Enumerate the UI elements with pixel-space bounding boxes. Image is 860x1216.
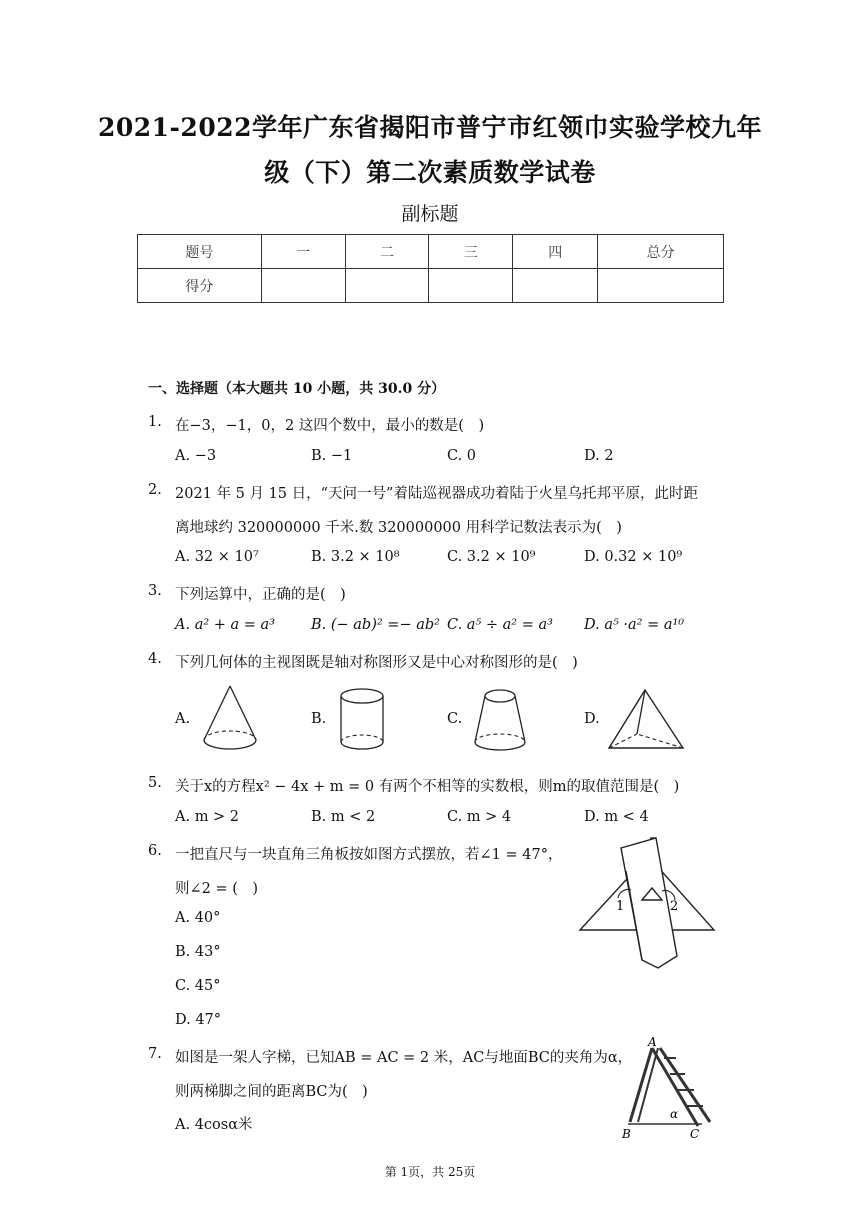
option-d: D. a⁵ ·a² = a¹⁰ bbox=[584, 617, 685, 633]
score-cell bbox=[513, 269, 598, 303]
option-c: C. a⁵ ÷ a² = a³ bbox=[447, 617, 553, 633]
score-header-cell: 四 bbox=[513, 235, 598, 269]
page-title-line1: 2021-2022学年广东省揭阳市普宁市红领巾实验学校九年 bbox=[97, 113, 763, 142]
question-text: 2021 年 5 月 15 日，“天问一号”着陆巡视器成功着陆于火星乌托邦平原，此时距 bbox=[175, 486, 698, 502]
option-c: C. 3.2 × 10⁹ bbox=[447, 549, 536, 565]
section-heading: 一、选择题（本大题共 10 小题，共 30.0 分） bbox=[148, 381, 446, 397]
score-cell bbox=[598, 269, 724, 303]
pyramid-figure bbox=[607, 688, 687, 756]
ruler-triangle-figure bbox=[578, 836, 718, 972]
score-row-label: 得分 bbox=[138, 269, 262, 303]
cone-figure bbox=[200, 684, 260, 754]
question-text: 在−3，−1，0，2 这四个数中，最小的数是( ) bbox=[175, 418, 485, 434]
question-number: 6. bbox=[148, 843, 162, 859]
point-c-label: C bbox=[690, 1127, 700, 1141]
score-header-cell: 题号 bbox=[138, 235, 262, 269]
page-subtitle: 副标题 bbox=[401, 203, 459, 225]
option-b: B. (− ab)² =− ab² bbox=[311, 617, 440, 633]
question-text: 关于x的方程x² − 4x + m = 0 有两个不相等的实数根，则m的取值范围是( ) bbox=[175, 779, 680, 795]
question-number: 4. bbox=[148, 651, 162, 667]
point-a-label: A bbox=[648, 1035, 657, 1049]
question-text: 下列运算中，正确的是( ) bbox=[175, 587, 346, 603]
alpha-label: α bbox=[670, 1107, 679, 1121]
page-footer: 第 1页，共 25页 bbox=[384, 1165, 476, 1179]
option-d: D. 47° bbox=[175, 1012, 222, 1028]
question-number: 3. bbox=[148, 583, 162, 599]
option-d: D. m < 4 bbox=[584, 809, 649, 825]
option-b: B. 43° bbox=[175, 944, 221, 960]
frustum-figure bbox=[470, 686, 530, 756]
option-a: A. 4cosα米 bbox=[175, 1117, 253, 1133]
question-number: 1. bbox=[148, 414, 162, 430]
option-b: B. bbox=[311, 711, 327, 727]
option-b: B. 3.2 × 10⁸ bbox=[311, 549, 400, 565]
score-table-row bbox=[138, 269, 724, 303]
point-b-label: B bbox=[622, 1127, 631, 1141]
score-table bbox=[137, 234, 724, 303]
angle-2-label: 2 bbox=[670, 899, 679, 914]
score-cell bbox=[345, 269, 429, 303]
option-d: D. 0.32 × 10⁹ bbox=[584, 549, 683, 565]
score-cell bbox=[429, 269, 513, 303]
question-number: 5. bbox=[148, 775, 162, 791]
option-b: B. m < 2 bbox=[311, 809, 376, 825]
option-a: A. 40° bbox=[175, 910, 221, 926]
question-number: 2. bbox=[148, 482, 162, 498]
question-text: 一把直尺与一块直角三角板按如图方式摆放，若∠1 = 47°， bbox=[175, 847, 563, 863]
score-table-header-row bbox=[138, 235, 724, 269]
question-text: 如图是一架人字梯，已知AB = AC = 2 米，AC与地面BC的夹角为α， bbox=[175, 1050, 633, 1066]
score-header-cell: 二 bbox=[345, 235, 429, 269]
option-d: D. bbox=[584, 711, 600, 727]
option-a: A. a² + a = a³ bbox=[175, 617, 275, 633]
option-c: C. bbox=[447, 711, 463, 727]
option-c: C. m > 4 bbox=[447, 809, 512, 825]
score-header-cell: 总分 bbox=[598, 235, 724, 269]
option-a: A. m > 2 bbox=[175, 809, 240, 825]
question-number: 7. bbox=[148, 1046, 162, 1062]
option-a: A. −3 bbox=[175, 448, 217, 464]
score-header-cell: 三 bbox=[429, 235, 513, 269]
question-text: 离地球约 320000000 千米.数 320000000 用科学记数法表示为( ) bbox=[175, 520, 622, 536]
option-d: D. 2 bbox=[584, 448, 614, 464]
option-b: B. −1 bbox=[311, 448, 353, 464]
option-a: A. bbox=[175, 711, 191, 727]
option-c: C. 0 bbox=[447, 448, 477, 464]
page-title-line2: 级（下）第二次素质数学试卷 bbox=[264, 158, 596, 187]
cylinder-figure bbox=[338, 686, 388, 756]
option-c: C. 45° bbox=[175, 978, 221, 994]
angle-1-label: 1 bbox=[616, 899, 625, 914]
ladder-figure bbox=[618, 1034, 718, 1144]
question-text: 则两梯脚之间的距离BC为( ) bbox=[175, 1084, 368, 1100]
score-header-cell: 一 bbox=[261, 235, 345, 269]
score-cell bbox=[261, 269, 345, 303]
question-text: 则∠2 = ( ) bbox=[175, 881, 259, 897]
option-a: A. 32 × 10⁷ bbox=[175, 549, 259, 565]
question-text: 下列几何体的主视图既是轴对称图形又是中心对称图形的是( ) bbox=[175, 655, 578, 671]
